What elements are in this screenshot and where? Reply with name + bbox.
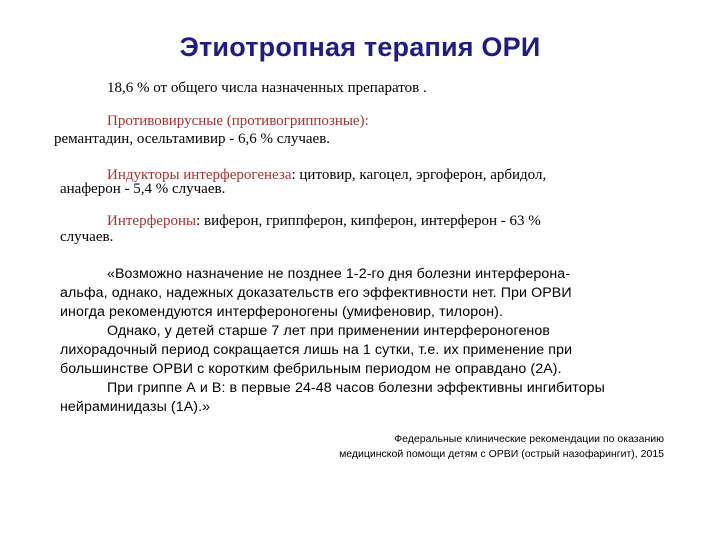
citation-line-2: медицинской помощи детям с ОРВИ (острый назофарингит), 2015	[339, 448, 664, 460]
page-title: Этиотропная терапия ОРИ	[179, 32, 541, 62]
quote-line: Однако, у детей старше 7 лет при применении интерфероногенов	[107, 323, 550, 339]
quote-line: лихорадочный период сокращается лишь на 1 сутки, т.е. их применение при	[60, 342, 573, 358]
interferons-line-1	[107, 213, 541, 230]
interferons-text: : виферон, гриппферон, кипферон, интерферон - 63 %	[196, 213, 541, 229]
quote-line: «Возможно назначение не позднее 1-2-го дня болезни интерферона-	[107, 266, 571, 282]
inducers-label: Индукторы интерферогенеза	[107, 167, 292, 183]
citation-line-1: Федеральные клинические рекомендации по оказанию	[394, 433, 664, 445]
interferons-line-2: случаев.	[60, 229, 114, 245]
quote-line: большинстве ОРВИ с коротким фебрильным периодом не оправдано (2А).	[60, 361, 562, 377]
quote-line: При гриппе А и В: в первые 24-48 часов болезни эффективны ингибиторы	[107, 380, 605, 396]
interferons-label: Интерфероны	[107, 213, 197, 229]
inducers-line-2: анаферон - 5,4 % случаев.	[60, 181, 226, 197]
quote-line: альфа, однако, надежных доказательств его эффективности нет. При ОРВИ	[60, 285, 572, 301]
antiviral-text: ремантадин, осельтамивир - 6,6 % случаев.	[54, 131, 331, 147]
prescription-share-line: 18,6 % от общего числа назначенных препаратов .	[107, 80, 427, 96]
antiviral-label: Противовирусные (противогриппозные):	[107, 113, 369, 129]
quote-line: нейраминидазы (1А).»	[60, 399, 211, 415]
inducers-text: : цитовир, кагоцел, эргоферон, арбидол,	[291, 167, 547, 183]
quote-line: иногда рекомендуются интерфероногены (умифеновир, тилорон).	[60, 304, 504, 320]
